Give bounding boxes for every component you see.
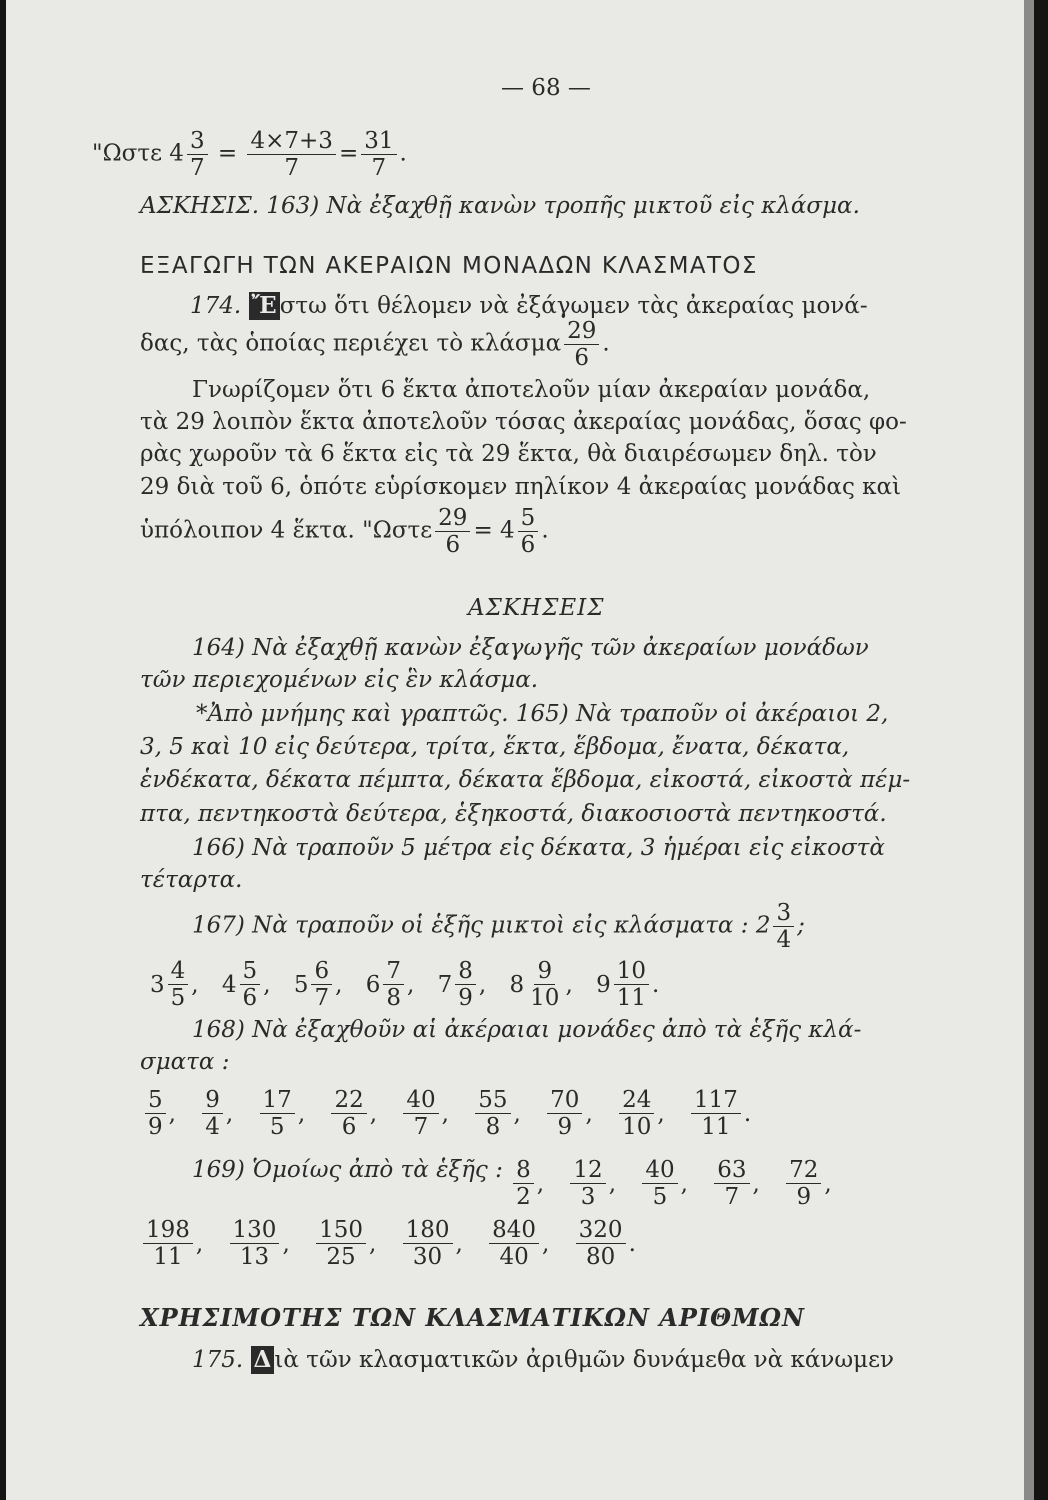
fraction: $\frac{4\times 7+3}{7}$ [247,128,335,181]
fraction-item: $\frac{70}{9}$ , [544,1087,593,1140]
fraction-item: $\frac{40}{5}$ , [639,1157,688,1210]
mixed-number: 7 $\frac{8}{9}$ , [437,958,487,1011]
exercise-168-cont: σματα : [140,1049,230,1075]
mixed-number: 9 $\frac{10}{11}$ . [596,958,660,1011]
exercise-169: 169) Ὁμοίως ἀπὸ τὰ ἑξῆς : $\frac{8}{2}$ , $\frac{12}{3}$ , $\frac{40}{5}$ , $\frac{63}{7}$ , $\frac{72}{9}$ , [192,1157,832,1210]
page-number: — 68 — [501,75,591,101]
paragraph-line: 29 διὰ τοῦ 6, ὁπότε εὑρίσκομεν πηλίκον 4 ἀκεραίας μονάδας καὶ [140,474,902,500]
mixed-to-fraction-result: "Ωστε 4 $\frac{3}{7}$ = $\frac{4\times 7+3}{7}$ = $\frac{31}{7}$ . [92,128,407,181]
paragraph-line: Γνωρίζομεν ὅτι 6 ἕκτα ἀποτελοῦν μίαν ἀκεραίαν μονάδα, [192,377,871,403]
fraction-item: $\frac{840}{40}$ , [486,1217,549,1270]
section-heading-usefulness: ΧΡΗΣΙΜΟΤΗΣ ΤΩΝ ΚΛΑΣΜΑΤΙΚΩΝ ΑΡΙΘΜΩΝ [140,1303,805,1332]
exercise-165-cont: πτα, πεντηκοστὰ δεύτερα, ἑξηκοστά, διακοσιοστὰ πεντηκοστά. [140,801,887,827]
mixed-numbers-row [150,958,675,1011]
drop-cap: Δ [251,1346,275,1374]
exercise-163: ΑΣΚΗΣΙΣ. 163) Νὰ ἐξαχθῇ κανὼν τροπῆς μικτοῦ εἰς κλάσμα. [140,193,860,219]
page-edge [1024,0,1034,1500]
fractions-row-169 [140,1216,652,1270]
mixed-number: 5 $\frac{6}{7}$ , [293,958,343,1011]
remainder-line: ὑπόλοιπον 4 ἕκτα. "Ωστε $\frac{29}{6}$ = 4 $\frac{5}{6}$ . [140,505,549,558]
section-heading-extraction: ΕΞΑΓΩΓΗ ΤΩΝ ΑΚΕΡΑΙΩΝ ΜΟΝΑΔΩΝ ΚΛΑΣΜΑΤΟΣ [140,253,758,279]
fraction-item: $\frac{55}{8}$ , [472,1087,521,1140]
fraction-item: $\frac{63}{7}$ , [711,1157,760,1210]
fraction-item: $\frac{130}{13}$ , [227,1217,290,1270]
mixed-number: 3 $\frac{4}{5}$ , [150,958,199,1011]
fraction-item: $\frac{198}{11}$ , [140,1217,203,1270]
exercise-166-cont: τέταρτα. [140,867,243,893]
fraction-item: $\frac{24}{10}$ , [616,1087,665,1140]
mixed-number: 6 $\frac{7}{8}$ , [365,958,415,1011]
mixed-number: 4 $\frac{5}{6}$ , [221,958,271,1011]
exercise-165-cont: ἑνδέκατα, δέκατα πέμπτα, δέκατα ἕβδομα, εἰκοστά, εἰκοστὰ πέμ- [140,767,911,793]
paragraph-175-start: 175. Δ ιὰ τῶν κλασματικῶν ἀριθμῶν δυνάμεθα νὰ κάνωμεν [192,1346,894,1373]
fractions-row-168 [142,1086,767,1140]
fraction-item: $\frac{117}{11}$ . [688,1087,751,1140]
exercises-heading: ΑΣΚΗΣΕΙΣ [468,595,605,621]
exercise-165-cont: 3, 5 καὶ 10 εἰς δεύτερα, τρίτα, ἕκτα, ἕβδομα, ἔνατα, δέκατα, [140,734,850,760]
fraction-item: $\frac{150}{25}$ , [313,1217,376,1270]
exercise-168: 168) Νὰ ἐξαχθοῦν αἱ ἀκέραιαι μονάδες ἀπὸ τὰ ἑξῆς κλά- [192,1017,862,1043]
fraction: $\frac{31}{7}$ [361,128,396,181]
exercise-165: *Ἀπὸ μνήμης καὶ γραπτῶς. 165) Νὰ τραποῦν οἱ ἀκέραιοι 2, [196,701,889,727]
drop-cap: Ἔ [249,292,280,320]
fraction: $\frac{5}{6}$ [518,505,539,558]
fraction: $\frac{29}{6}$ [435,505,470,558]
fraction-item: $\frac{5}{9}$ , [142,1087,176,1140]
fraction-item: $\frac{8}{2}$ , [510,1157,544,1210]
paragraph-line: τὰ 29 λοιπὸν ἕκτα ἀποτελοῦν τόσας ἀκεραίας μονάδας, ὅσας φο- [140,409,907,435]
fraction-item: $\frac{12}{3}$ , [567,1157,616,1210]
fraction-item: $\frac{22}{6}$ , [328,1087,377,1140]
fraction-item: $\frac{9}{4}$ , [199,1087,233,1140]
book-page [6,0,1034,1500]
exercise-164: 164) Νὰ ἐξαχθῇ κανὼν ἐξαγωγῆς τῶν ἀκεραίων μονάδων [192,635,869,661]
mixed-number: 8 $\frac{9}{10}$ , [509,958,573,1011]
paragraph-line: ρὰς χωροῦν τὰ 6 ἕκτα εἰς τὰ 29 ἕκτα, θὰ διαιρέσωμεν δηλ. τὸν [140,441,877,467]
fraction: $\frac{29}{6}$ [564,318,599,371]
fraction-item: $\frac{17}{5}$ , [257,1087,306,1140]
exercise-166: 166) Νὰ τραποῦν 5 μέτρα εἰς δέκατα, 3 ἡμέραι εἰς εἰκοστὰ [192,835,885,861]
fraction-item: $\frac{180}{30}$ , [400,1217,463,1270]
fraction-item: $\frac{40}{7}$ , [400,1087,449,1140]
fraction-item: $\frac{72}{9}$ , [783,1157,832,1210]
exercise-164-cont: τῶν περιεχομένων εἰς ἓν κλάσμα. [140,667,539,693]
fraction: $\frac{3}{4}$ [773,900,794,953]
paragraph-174-fraction: δας, τὰς ὁποίας περιέχει τὸ κλάσμα $\frac{29}{6}$ . [140,318,610,371]
fraction: $\frac{3}{7}$ [187,128,208,181]
fraction-item: $\frac{320}{80}$ . [573,1217,636,1270]
exercise-167: 167) Νὰ τραποῦν οἱ ἑξῆς μικτοὶ εἰς κλάσματα : 2 $\frac{3}{4}$ ; [192,900,805,953]
paragraph-174-start: 174. Ἔ στω ὅτι θέλομεν νὰ ἐξάγωμεν τὰς ἀκεραίας μονά- [190,292,868,319]
